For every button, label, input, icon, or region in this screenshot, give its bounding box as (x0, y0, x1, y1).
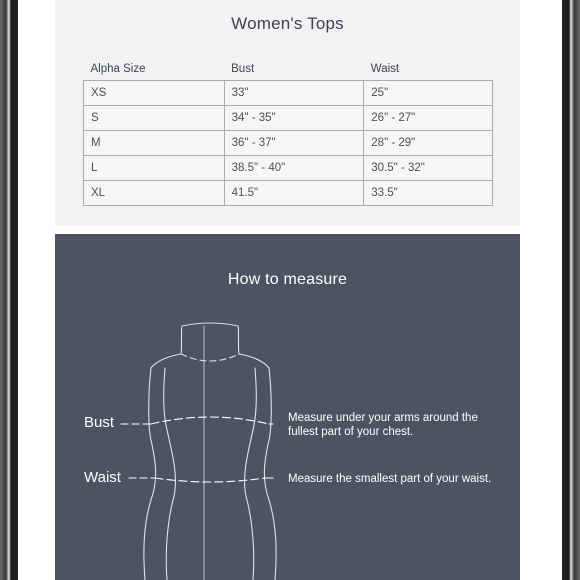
size-chart-panel (55, 0, 520, 226)
size-table (83, 58, 493, 206)
cell-bust: 36" - 37" (224, 131, 364, 156)
cell-bust: 33" (224, 81, 364, 106)
cell-size: L (84, 156, 225, 181)
header-bust: Bust (231, 63, 255, 75)
cell-size: XL (84, 181, 225, 206)
photo-left-edge (0, 0, 18, 580)
table-row (84, 106, 493, 131)
photo-right-edge (562, 0, 580, 580)
how-to-measure-panel (55, 234, 520, 580)
cell-waist: 30.5" - 32" (364, 156, 493, 181)
cell-waist: 28" - 29" (364, 131, 493, 156)
dress-form-icon (55, 234, 520, 580)
bust-label: Bust (84, 414, 115, 431)
table-row (84, 181, 493, 206)
header-alpha-size: Alpha Size (90, 63, 146, 75)
table-row (84, 156, 493, 181)
waist-label: Waist (84, 469, 121, 486)
table-row (84, 131, 493, 156)
cell-size: S (84, 106, 225, 131)
cell-bust: 34" - 35" (224, 106, 364, 131)
cell-waist: 26" - 27" (364, 106, 493, 131)
waist-description: Measure the smallest part of your waist. (288, 473, 492, 485)
bust-description-line-2: fullest part of your chest. (288, 426, 414, 438)
cell-waist: 33.5" (364, 181, 493, 206)
cell-size: XS (84, 81, 225, 106)
chart-title: Women's Tops (231, 14, 344, 33)
cell-size: M (84, 131, 225, 156)
bust-description-line-1: Measure under your arms around the (288, 412, 478, 424)
measure-title: How to measure (227, 271, 348, 288)
cell-bust: 41.5" (224, 181, 364, 206)
table-header-row (84, 58, 493, 81)
table-row (84, 81, 493, 106)
cell-waist: 25" (364, 81, 493, 106)
cell-bust: 38.5" - 40" (224, 156, 364, 181)
header-waist: Waist (370, 63, 400, 75)
bust-description (288, 411, 503, 439)
